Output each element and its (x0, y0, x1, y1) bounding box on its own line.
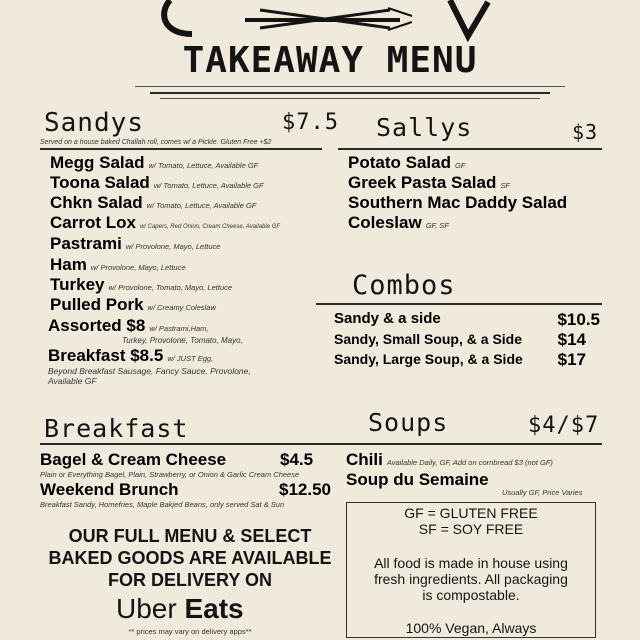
sallys-item: Potato Salad GF (348, 153, 466, 172)
sallys-item: Coleslaw GF, SF (348, 213, 449, 232)
delivery-fine-print: ** prices may vary on delivery apps** (128, 627, 252, 636)
sallys-item: Greek Pasta Salad SF (348, 173, 510, 192)
sallys-heading: Sallys (376, 113, 473, 142)
breakfast-item-name: Bagel & Cream Cheese (40, 450, 227, 469)
soup-item: Chili Available Daily, GF, Add on cornbread $3 (not GF) (346, 450, 553, 469)
sallys-rule (338, 148, 602, 150)
breakfast-item-price: $12.50 (279, 480, 331, 499)
sandys-breakfast-gf: Available GF (48, 376, 97, 386)
breakfast-item-note: Breakfast Sandy, Homefries, Maple Bakjed Beans, only served Sat & Sun (40, 500, 285, 509)
sandys-item: Pastrami w/ Provolone, Mayo, Lettuce (50, 234, 221, 253)
sandys-item: Carrot Lox w/ Capers, Red Onion, Cream Cheese, Available GF (50, 213, 281, 232)
delivery-line-2: BAKED GOODS ARE AVAILABLE (48, 548, 332, 568)
sandys-item: Toona Salad w/ Tomato, Lettuce, Available GF (50, 173, 264, 192)
soups-price: $4/$7 (528, 413, 600, 438)
sallys-item: Southern Mac Daddy Salad (348, 193, 568, 212)
info-vegan: 100% Vegan, Always (405, 620, 537, 636)
title-rule-3 (160, 98, 540, 99)
breakfast-item-note: Plain or Everything Bagel, Plain, Strawberry, or Onion & Garlic Cream Cheese (40, 470, 300, 479)
sandys-item: Megg Salad w/ Tomato, Lettuce, Available GF (50, 153, 259, 172)
sallys-price: $3 (572, 120, 599, 144)
soups-heading: Soups (368, 408, 449, 437)
sandys-breakfast: Breakfast $8.5 w/ JUST Egg, (48, 346, 214, 365)
logo-graphic (150, 0, 510, 42)
sandys-heading: Sandys (44, 108, 144, 138)
left-margin (0, 0, 38, 640)
delivery-line-3: FOR DELIVERY ON (107, 570, 273, 590)
right-margin (602, 0, 640, 640)
breakfast-heading: Breakfast (44, 414, 189, 443)
combos-rule (316, 303, 602, 305)
sandys-rule (40, 148, 322, 150)
combo-row: Sandy & a side $10.5 (334, 310, 600, 329)
sandys-item: Ham w/ Provolone, Mayo, Lettuce (50, 255, 186, 274)
sandys-note: Served on a house baked Challah roll, comes w/ a Pickle. Gluten Free +$2 (40, 139, 272, 146)
sandys-item: Chkn Salad w/ Tomato, Lettuce, Available GF (50, 193, 257, 212)
soup-item-note: Usually GF, Price Varies (502, 488, 583, 497)
sandys-breakfast-note: Beyond Breakfast Sausage, Fancy Sauce, Provolone, (48, 366, 251, 376)
delivery-line-1: OUR FULL MENU & SELECT (68, 526, 312, 546)
info-para-3: is compostable. (422, 587, 520, 603)
info-para-2: fresh ingredients. All packaging (374, 571, 568, 587)
combo-row: Sandy, Large Soup, & a Side $17 (334, 350, 586, 369)
sandys-item: Turkey w/ Provolone, Tomato, Mayo, Lettuce (50, 275, 233, 294)
sandys-assorted: Assorted $8 w/ Pastrami,Ham, (48, 316, 209, 335)
soup-item: Soup du Semaine (346, 470, 489, 489)
menu-title: TAKEAWAY MENU (182, 40, 478, 81)
sandys-price: $7.5 (282, 110, 339, 135)
uber-eats-logo: Uber Eats (116, 593, 244, 624)
breakfast-item-price: $4.5 (280, 450, 314, 469)
info-sf: SF = SOY FREE (418, 521, 524, 537)
combos-heading: Combos (352, 270, 456, 301)
info-gf: GF = GLUTEN FREE (404, 505, 538, 521)
title-rule-2 (150, 92, 550, 94)
sandys-item: Pulled Pork w/ Creamy Coleslaw (50, 295, 216, 314)
sandys-assorted-note: Turkey, Provolone, Tomato, Mayo, (122, 336, 243, 345)
combo-row: Sandy, Small Soup, & a Side $14 (334, 330, 586, 349)
title-rule-1 (135, 86, 565, 87)
breakfast-rule (40, 443, 602, 445)
breakfast-item-name: Weekend Brunch (40, 480, 179, 499)
info-para-1: All food is made in house using (374, 555, 568, 571)
